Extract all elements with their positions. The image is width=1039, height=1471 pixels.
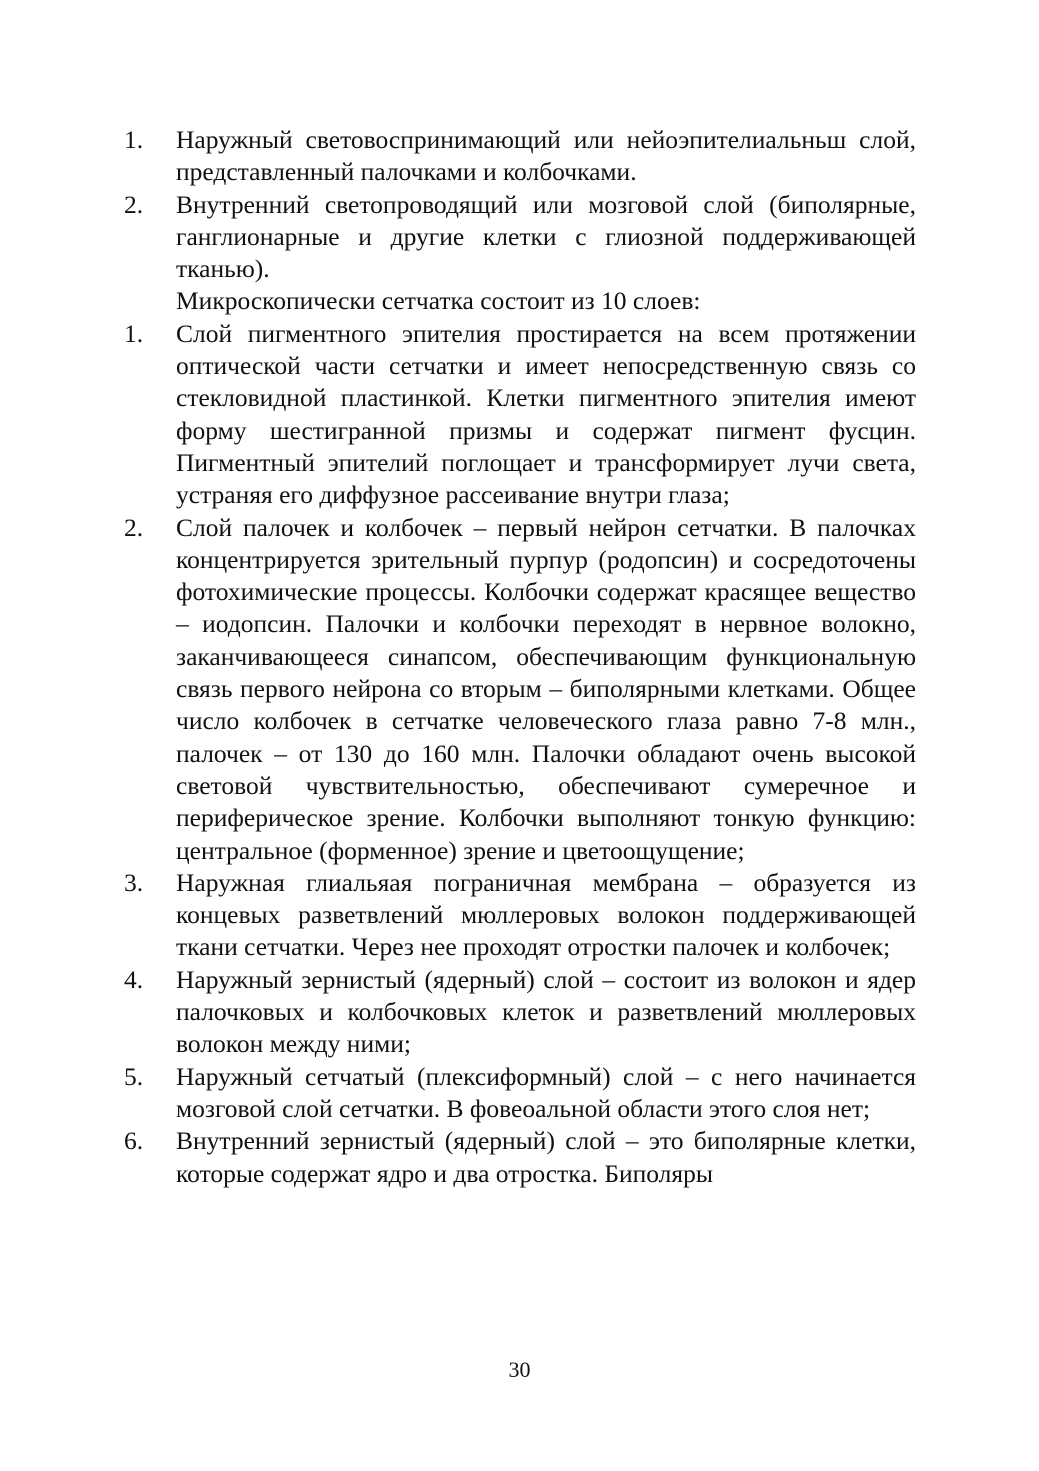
list-item [124,964,916,1061]
list-number: 2. [124,189,144,219]
list-text: Наружный световоспринимающий или нейоэпителиальньш слой, представленный палочками и колбочками. [176,125,916,187]
list-text: Внутренний зернистый (ядерный) слой – это биполярные клетки, которые содержат ядро и два отростка. Биполяры [176,1126,916,1188]
list-text: Слой палочек и колбочек – первый нейрон сетчатки. В палочках концентрируется зрительный пурпур (родопсин) и сосредоточены фотохимические процессы. Колбочки содержат красящее вещество – иодопсин. Палочки и колбочки переходят в нервное волокно, заканчивающееся синапсом, обеспечивающим функциональную связь первого нейрона со вторым – биполярными клетками. Общее число колбочек в сетчатке человеческого глаза равно 7-8 млн., палочек – от 130 до 160 млн. Палочки обладают очень высокой световой чувствительностью, обеспечивают сумеречное и периферическое зрение. Колбочки выполняют тонкую функцию: центральное (форменное) зрение и цветоощущение; [176,512,916,865]
list-item [124,189,916,286]
list-item [124,1061,916,1126]
list-text: Наружный сетчатый (плексиформный) слой – с него начинается мозговой слой сетчатки. В фовеоальной области этого слоя нет; [176,1061,916,1123]
list-number: 6. [124,1126,144,1156]
list-text: Слой пигментного эпителия простирается на всем протяжении оптической части сетчатки и имеет непосредственную связь со стекловидной пластинкой. Клетки пигментного эпителия имеют форму шестигранной призмы и содержат пигмент фусцин. Пигментный эпителий поглощает и трансформирует лучи света, устраняя его диффузное рассеивание внутри глаза; [176,318,916,510]
intro-paragraph: Микроскопически сетчатка состоит из 10 слоев: [176,286,701,316]
list-item [124,867,916,964]
list-text: Наружный зернистый (ядерный) слой – состоит из волокон и ядер палочковых и колбочковых клеток и разветвлений мюллеровых волокон между ними; [176,964,916,1059]
page-body [124,124,916,1190]
list-item [124,1125,916,1190]
list-text: Наружная глиальяая пограничная мембрана – образуется из концевых разветвлений мюллеровых волокон поддерживающей ткани сетчатки. Через нее проходят отростки палочек и колбочек; [176,867,916,962]
list-number: 3. [124,867,144,897]
list-number: 2. [124,512,144,542]
list-item [124,512,916,867]
list-item [124,318,916,512]
list-number: 5. [124,1061,144,1091]
list-number: 1. [124,125,144,154]
list-text: Внутренний светопроводящий или мозговой слой (биполярные, ганглионарные и другие клетки с глиозной поддерживающей тканью). [176,189,916,284]
list-number: 1. [124,318,144,348]
page-number: 30 [508,1357,531,1382]
list-item [124,124,916,189]
list-number: 4. [124,964,144,994]
